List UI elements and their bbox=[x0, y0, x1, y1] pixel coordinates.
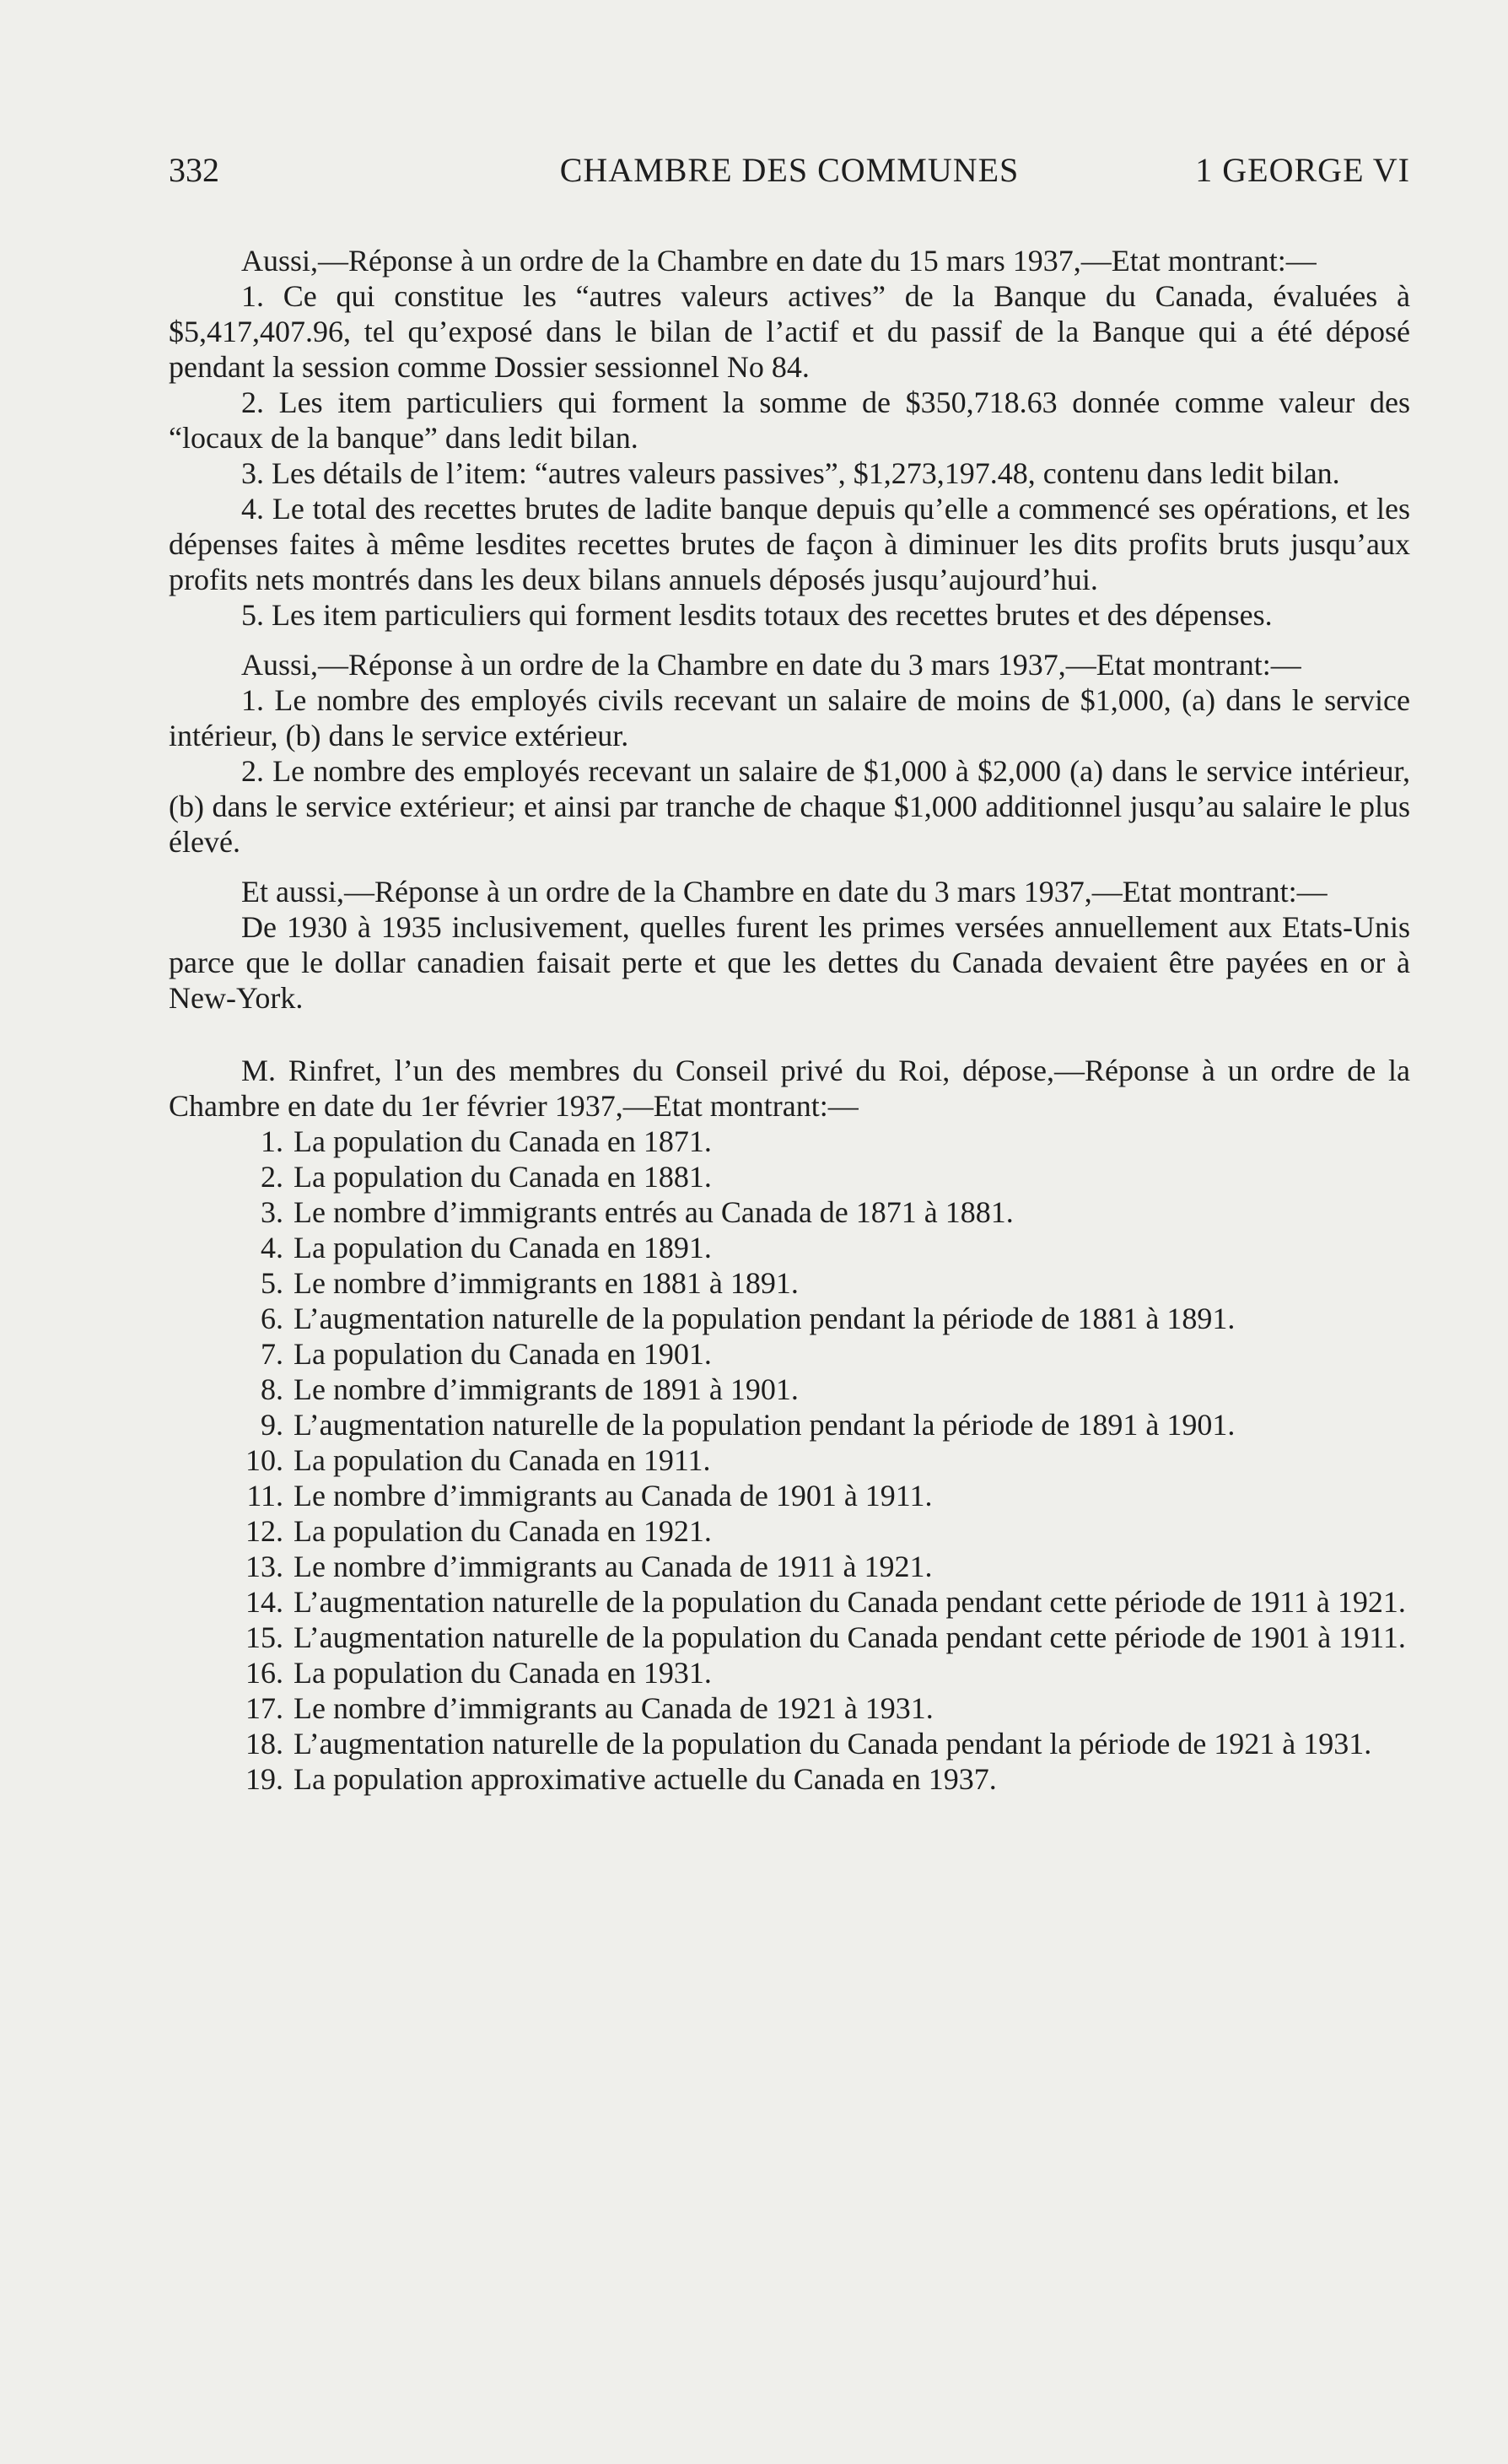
list-item-text: L’augmentation naturelle de la population du Canada pendant cette période de 1911 à 1921. bbox=[294, 1585, 1406, 1619]
regnal-year: 1 GEORGE VI bbox=[1195, 151, 1410, 189]
list-item bbox=[169, 1159, 1410, 1194]
list-item-number: 1. bbox=[261, 1124, 283, 1158]
section1-item-3: 3. Les détails de l’item: “autres valeurs passives”, $1,273,197.48, contenu dans ledit bilan. bbox=[241, 456, 1340, 490]
section1-item-2: 2. Les item particuliers qui forment la somme de $350,718.63 donnée comme valeur des “locaux de la banque” dans ledit bilan. bbox=[169, 386, 1410, 455]
list-item-number: 12. bbox=[245, 1514, 283, 1548]
list-item-text: L’augmentation naturelle de la population du Canada pendant cette période de 1901 à 1911. bbox=[294, 1620, 1406, 1654]
list-item bbox=[169, 1372, 1410, 1407]
list-item-number: 14. bbox=[245, 1585, 283, 1619]
list-item-number: 9. bbox=[261, 1408, 283, 1442]
list-item-text: La population du Canada en 1921. bbox=[294, 1514, 712, 1548]
list-item-number: 3. bbox=[261, 1195, 283, 1229]
section1-item-1: 1. Ce qui constitue les “autres valeurs actives” de la Banque du Canada, évaluées à $5,417,407.96, tel qu’exposé dans le bilan de l’actif et du passif de la Banque qui a été déposé pendant la session comme Dossier sessionnel No 84. bbox=[169, 279, 1410, 384]
list-item-number: 10. bbox=[245, 1443, 283, 1477]
list-item-number: 18. bbox=[245, 1727, 283, 1760]
list-item-text: La population du Canada en 1931. bbox=[294, 1656, 712, 1690]
running-header bbox=[169, 150, 1410, 201]
list-item-number: 19. bbox=[245, 1762, 283, 1796]
list-item-number: 17. bbox=[245, 1691, 283, 1725]
section1-item-5: 5. Les item particuliers qui forment lesdits totaux des recettes brutes et des dépenses. bbox=[241, 598, 1273, 632]
list-item bbox=[169, 1513, 1410, 1549]
list-item-text: La population du Canada en 1871. bbox=[294, 1124, 712, 1158]
list-item-text: La population approximative actuelle du Canada en 1937. bbox=[294, 1762, 997, 1796]
list-item-number: 13. bbox=[245, 1550, 283, 1583]
list-item bbox=[169, 1655, 1410, 1690]
list-item-text: Le nombre d’immigrants au Canada de 1921 à 1931. bbox=[294, 1691, 934, 1725]
list-item-text: La population du Canada en 1881. bbox=[294, 1160, 712, 1194]
page-body bbox=[169, 243, 1410, 1797]
list-item bbox=[169, 1690, 1410, 1726]
section3-item-1: De 1930 à 1935 inclusivement, quelles furent les primes versées annuellement aux Etats-Unis parce que le dollar canadien faisait perte et que les dettes du Canada devaient être payées en or à New-York. bbox=[169, 910, 1410, 1015]
population-list bbox=[169, 1124, 1410, 1797]
list-item-number: 15. bbox=[245, 1620, 283, 1654]
list-item-text: La population du Canada en 1891. bbox=[294, 1231, 712, 1264]
list-item bbox=[169, 1726, 1410, 1761]
list-item-text: Le nombre d’immigrants en 1881 à 1891. bbox=[294, 1266, 799, 1300]
list-item-number: 5. bbox=[261, 1266, 283, 1300]
list-item-text: Le nombre d’immigrants au Canada de 1901 à 1911. bbox=[294, 1479, 933, 1512]
journal-title: CHAMBRE DES COMMUNES bbox=[559, 151, 1020, 189]
list-item-number: 8. bbox=[261, 1372, 283, 1406]
list-item bbox=[169, 1194, 1410, 1230]
list-item-text: La population du Canada en 1911. bbox=[294, 1443, 711, 1477]
list-item bbox=[169, 1230, 1410, 1265]
list-item-number: 16. bbox=[245, 1656, 283, 1690]
list-item bbox=[169, 1442, 1410, 1478]
section1-item-4: 4. Le total des recettes brutes de ladite banque depuis qu’elle a commencé ses opérations, et les dépenses faites à même lesdites recettes brutes de façon à diminuer les dits profits bruts jusqu’aux profits nets montrés dans les deux bilans annuels déposés jusqu’aujourd’hui. bbox=[169, 492, 1410, 596]
section2-item-2: 2. Le nombre des employés recevant un salaire de $1,000 à $2,000 (a) dans le service intérieur, (b) dans le service extérieur; et ainsi par tranche de chaque $1,000 additionnel jusqu’au salaire le plus élevé. bbox=[169, 754, 1410, 859]
list-item-text: Le nombre d’immigrants entrés au Canada de 1871 à 1881. bbox=[294, 1195, 1014, 1229]
list-item bbox=[169, 1584, 1410, 1620]
list-item-text: L’augmentation naturelle de la population pendant la période de 1891 à 1901. bbox=[294, 1408, 1236, 1442]
list-item bbox=[169, 1124, 1410, 1159]
list-item bbox=[169, 1620, 1410, 1655]
section2-intro: Aussi,—Réponse à un ordre de la Chambre en date du 3 mars 1937,—Etat montrant:— bbox=[241, 648, 1301, 682]
list-item bbox=[169, 1336, 1410, 1372]
section2-item-1: 1. Le nombre des employés civils recevant un salaire de moins de $1,000, (a) dans le service intérieur, (b) dans le service extérieur. bbox=[169, 683, 1410, 752]
list-item bbox=[169, 1761, 1410, 1797]
page-number: 332 bbox=[169, 151, 219, 189]
list-item-number: 4. bbox=[261, 1231, 283, 1264]
list-item bbox=[169, 1301, 1410, 1336]
list-item bbox=[169, 1265, 1410, 1301]
list-item bbox=[169, 1549, 1410, 1584]
list-item bbox=[169, 1407, 1410, 1442]
section4-intro: M. Rinfret, l’un des membres du Conseil privé du Roi, dépose,—Réponse à un ordre de la Chambre en date du 1er février 1937,—Etat montrant:— bbox=[169, 1054, 1410, 1123]
list-item-text: L’augmentation naturelle de la population du Canada pendant la période de 1921 à 1931. bbox=[294, 1727, 1372, 1760]
list-item-text: Le nombre d’immigrants au Canada de 1911 à 1921. bbox=[294, 1550, 933, 1583]
list-item-number: 2. bbox=[261, 1160, 283, 1194]
list-item-text: L’augmentation naturelle de la population pendant la période de 1881 à 1891. bbox=[294, 1302, 1236, 1335]
list-item-number: 11. bbox=[246, 1479, 283, 1512]
list-item bbox=[169, 1478, 1410, 1513]
section1-intro: Aussi,—Réponse à un ordre de la Chambre en date du 15 mars 1937,—Etat montrant:— bbox=[241, 244, 1317, 278]
list-item-number: 6. bbox=[261, 1302, 283, 1335]
list-item-number: 7. bbox=[261, 1337, 283, 1371]
list-item-text: La population du Canada en 1901. bbox=[294, 1337, 712, 1371]
section3-intro: Et aussi,—Réponse à un ordre de la Chambre en date du 3 mars 1937,—Etat montrant:— bbox=[241, 875, 1328, 908]
list-item-text: Le nombre d’immigrants de 1891 à 1901. bbox=[294, 1372, 799, 1406]
